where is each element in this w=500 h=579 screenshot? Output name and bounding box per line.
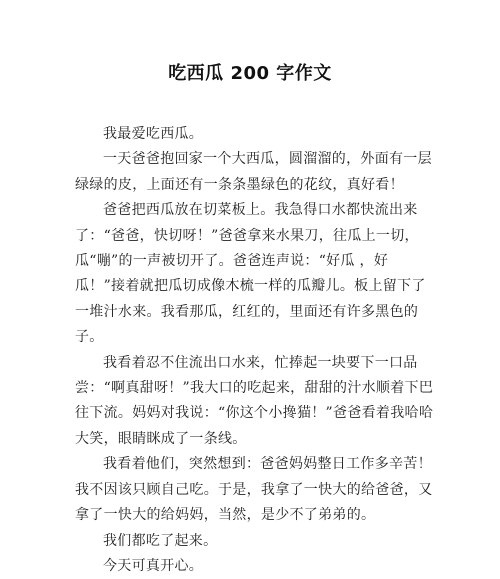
paragraph: 今天可真开心。	[103, 557, 204, 574]
paragraph: 爸爸把西瓜放在切菜板上。我急得口水都快流出来了：“爸爸，快切呀！”爸爸拿来水果刀，往瓜上一切，瓜“嘣”的一声被切开了。爸爸连声说：“好瓜 ，好瓜！”接着就把瓜切成像木梳一样的瓜瓣儿。板上留下了一堆汁水来。我看那瓜，红红的，里面还有许多黑色的子。	[75, 202, 426, 346]
paragraph: 我看着忍不住流出口水来，忙捧起一块要下一口品尝：“啊真甜呀！”我大口的吃起来，甜甜的汁水顺着下巴往下流。妈妈对我说：“你这个小搀猫！”爸爸看着我哈哈大笑，眼睛眯成了一条线。	[75, 354, 434, 447]
paragraph: 我最爱吃西瓜。	[103, 126, 204, 142]
paragraph: 我看着他们，突然想到：爸爸妈妈整日工作多辛苦！我不因该只顾自己吃。于是，我拿了一快大的给爸爸，又拿了一快大的给妈妈，当然，是少不了弟弟的。	[75, 456, 433, 524]
essay-body	[75, 122, 435, 579]
document-title: 吃西瓜 200 字作文	[168, 63, 332, 84]
paragraph: 我们都吃了起来。	[103, 532, 218, 549]
paragraph: 一天爸爸抱回家一个大西瓜，圆溜溜的，外面有一层绿绿的皮，上面还有一条条墨绿色的花纹，真好看！	[75, 151, 432, 193]
